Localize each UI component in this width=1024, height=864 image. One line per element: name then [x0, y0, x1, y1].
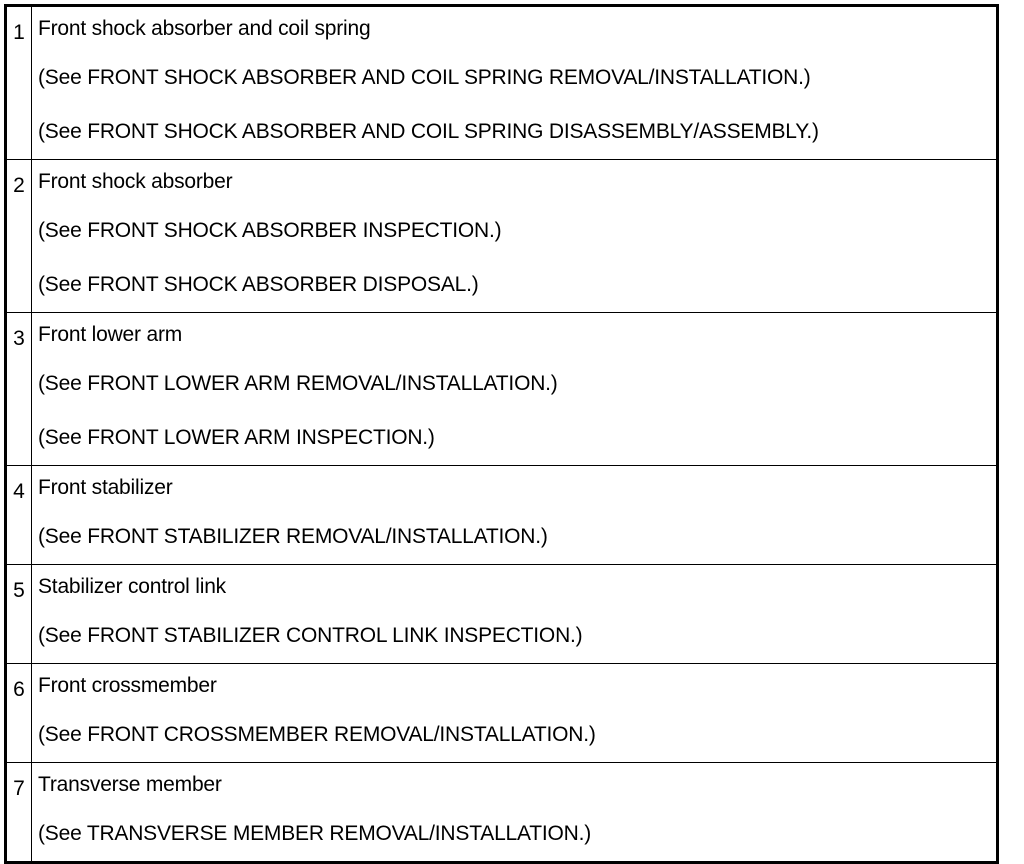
reference-link[interactable]: (See FRONT SHOCK ABSORBER INSPECTION.) — [38, 219, 502, 242]
reference-link[interactable]: (See FRONT SHOCK ABSORBER DISPOSAL.) — [38, 273, 479, 296]
row-content — [32, 313, 998, 466]
row-content — [32, 6, 998, 160]
part-title: Transverse member — [38, 773, 222, 796]
row-content — [32, 763, 998, 863]
row-number: 4 — [6, 466, 32, 565]
reference-link[interactable]: (See FRONT STABILIZER REMOVAL/INSTALLATION.) — [38, 525, 548, 548]
row-number: 6 — [6, 664, 32, 763]
row-number: 7 — [6, 763, 32, 863]
table-row — [6, 160, 998, 313]
row-number: 1 — [6, 6, 32, 160]
row-content — [32, 466, 998, 565]
reference-link[interactable]: (See TRANSVERSE MEMBER REMOVAL/INSTALLATION.) — [38, 822, 592, 845]
reference-link[interactable]: (See FRONT CROSSMEMBER REMOVAL/INSTALLATION.) — [38, 723, 596, 746]
row-content — [32, 664, 998, 763]
row-content — [32, 565, 998, 664]
reference-link[interactable]: (See FRONT STABILIZER CONTROL LINK INSPECTION.) — [38, 624, 583, 647]
reference-link[interactable]: (See FRONT LOWER ARM INSPECTION.) — [38, 426, 435, 449]
reference-link[interactable]: (See FRONT LOWER ARM REMOVAL/INSTALLATION.) — [38, 372, 558, 395]
table-row — [6, 763, 998, 863]
reference-link[interactable]: (See FRONT SHOCK ABSORBER AND COIL SPRING DISASSEMBLY/ASSEMBLY.) — [38, 120, 819, 143]
part-title: Front shock absorber — [38, 170, 233, 193]
row-number: 5 — [6, 565, 32, 664]
table-row — [6, 664, 998, 763]
table-row — [6, 466, 998, 565]
parts-table — [4, 4, 999, 864]
part-title: Front crossmember — [38, 674, 217, 697]
table-row — [6, 6, 998, 160]
part-title: Stabilizer control link — [38, 575, 226, 598]
table-row — [6, 313, 998, 466]
part-title: Front shock absorber and coil spring — [38, 17, 371, 40]
part-title: Front stabilizer — [38, 476, 173, 499]
part-title: Front lower arm — [38, 323, 183, 346]
reference-link[interactable]: (See FRONT SHOCK ABSORBER AND COIL SPRING REMOVAL/INSTALLATION.) — [38, 66, 811, 89]
row-number: 2 — [6, 160, 32, 313]
row-number: 3 — [6, 313, 32, 466]
row-content — [32, 160, 998, 313]
table-row — [6, 565, 998, 664]
